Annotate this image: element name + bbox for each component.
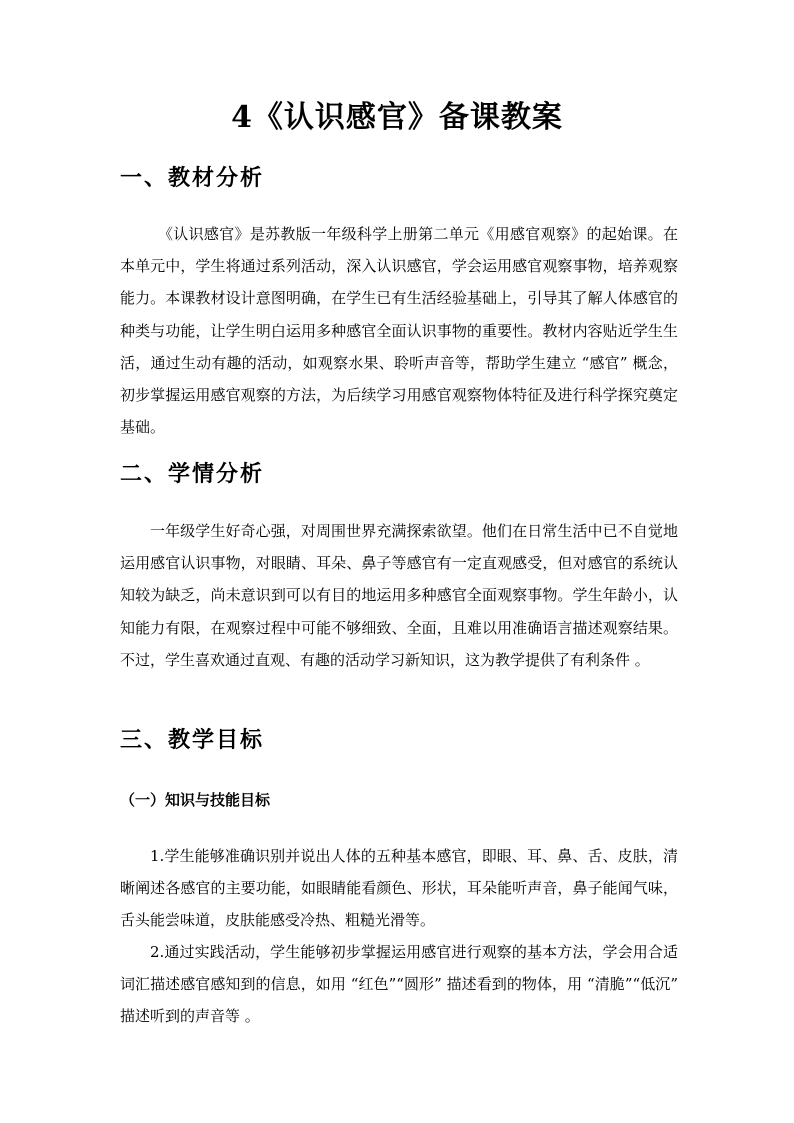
section-paragraph-student-analysis: 一年级学生好奇心强，对周围世界充满探索欲望。他们在日常生活中已不自觉地运用感官认识事物，对眼睛、耳朵、鼻子等感官有一定直观感受，但对感官的系统认知较为缺乏，尚未意识到可以有目的地运用多种感官全面观察事物。学生年龄小，认知能力有限，在观察过程中可能不够细致、全面，且难以用准确语言描述观察结果。不过，学生喜欢通过直观、有趣的活动学习新知识，这为教学提供了有利条件 。 (120, 522, 678, 669)
goal-item-2: 2.通过实践活动，学生能够初步掌握运用感官进行观察的基本方法，学会用合适词汇描述感官感知到的信息，如用 “红色”“圆形” 描述看到的物体，用 “清脆”“低沉” 描述听到的声音等 。 (120, 943, 678, 1026)
goal-item-1: 1.学生能够准确识别并说出人体的五种基本感官，即眼、耳、鼻、舌、皮肤，清晰阐述各感官的主要功能，如眼睛能看颜色、形状，耳朵能听声音，鼻子能闻气味，舌头能尝味道，皮肤能感受冷热、粗糙光滑等。 (120, 847, 678, 930)
section-heading-student-analysis: 二、学情分析 (120, 461, 265, 487)
section-heading-teaching-goals: 三、教学目标 (120, 727, 265, 753)
section-paragraph-textbook-analysis: 《认识感官》是苏教版一年级科学上册第二单元《用感官观察》的起始课。在本单元中，学生将通过系列活动，深入认识感官，学会运用感官观察事物，培养观察能力。本课教材设计意图明确，在学生已有生活经验基础上，引导其了解人体感官的种类与功能，让学生明白运用多种感官全面认识事物的重要性。教材内容贴近学生生活，通过生动有趣的活动，如观察水果、聆听声音等，帮助学生建立 “感官” 概念，初步掌握运用感官观察的方法，为后续学习用感官观察物体特征及进行科学探究奠定基础。 (120, 225, 678, 437)
subheading-knowledge-skills: （一）知识与技能目标 (120, 791, 271, 809)
document-title: 4《认识感官》备课教案 (231, 100, 563, 135)
section-heading-textbook-analysis: 一、教材分析 (120, 165, 265, 191)
